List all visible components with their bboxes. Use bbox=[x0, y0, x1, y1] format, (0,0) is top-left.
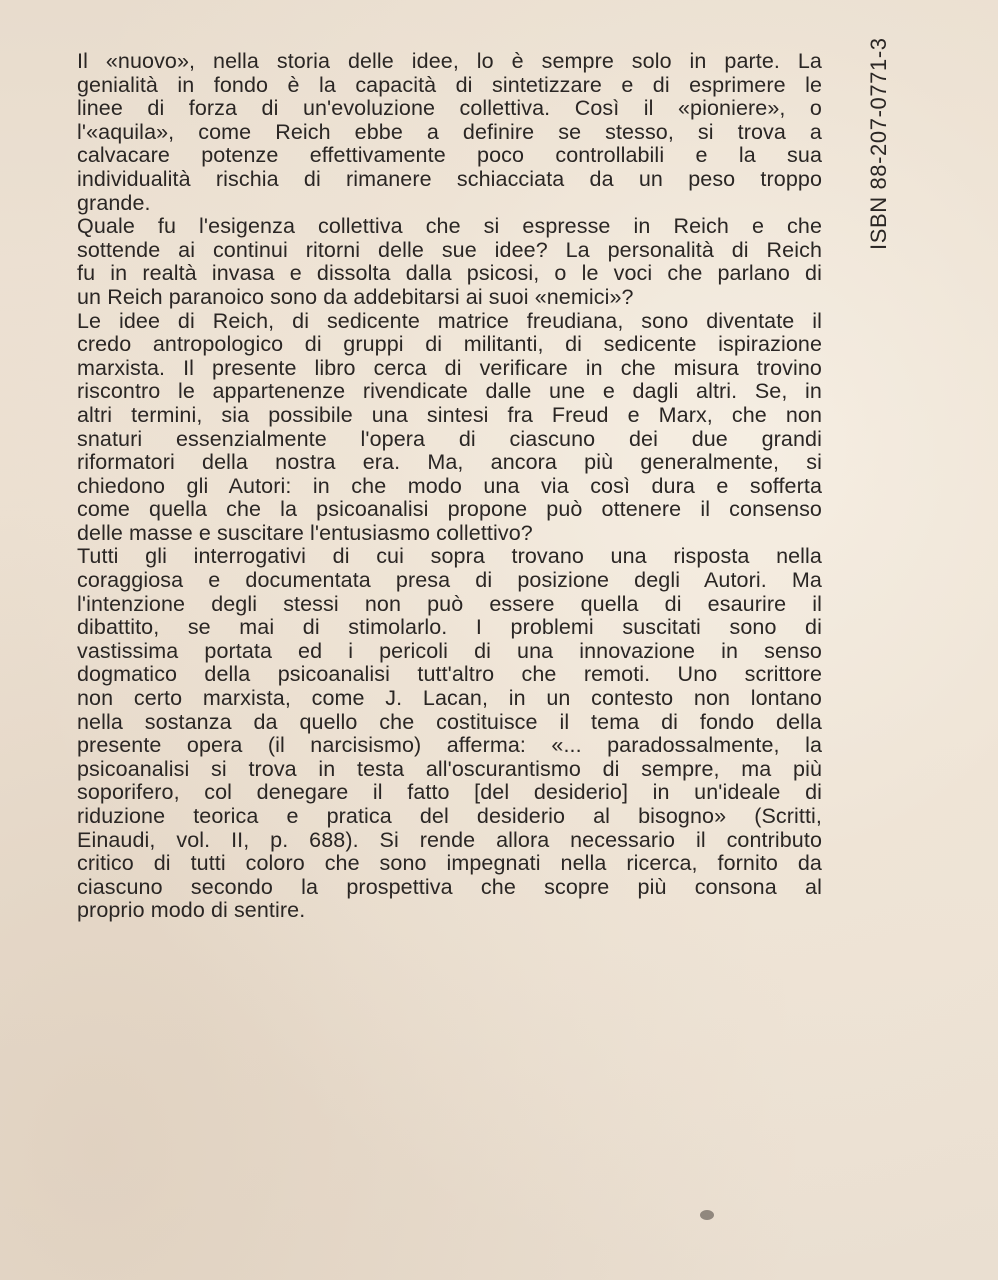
text-line: Le idee di Reich, di sedicente matrice freudiana, sono diventate il bbox=[77, 308, 822, 333]
text-line: non certo marxista, come J. Lacan, in un contesto non lontano bbox=[77, 686, 822, 711]
text-line: grande. bbox=[77, 190, 151, 215]
isbn-label: ISBN 88-207-0771-3 bbox=[866, 37, 891, 250]
text-line: calvacare potenze effettivamente poco controllabili e la sua bbox=[77, 143, 822, 168]
text-line: presente opera (il narcisismo) afferma: «... paradossalmente, la bbox=[77, 733, 822, 758]
text-line: coraggiosa e documentata presa di posizione degli Autori. Ma bbox=[77, 568, 822, 593]
text-line: chiedono gli Autori: in che modo una via così dura e sofferta bbox=[77, 473, 822, 498]
text-line: nella sostanza da quello che costituisce il tema di fondo della bbox=[77, 709, 822, 734]
text-line: linee di forza di un'evoluzione collettiva. Così il «pioniere», o bbox=[77, 96, 822, 121]
blurb-text bbox=[77, 50, 822, 923]
text-line: ciascuno secondo la prospettiva che scopre più consona al bbox=[77, 874, 822, 899]
text-line: critico di tutti coloro che sono impegnati nella ricerca, fornito da bbox=[77, 851, 822, 876]
text-line: individualità rischia di rimanere schiacciata da un peso troppo bbox=[77, 166, 822, 191]
text-line: snaturi essenzialmente l'opera di ciascuno dei due grandi bbox=[77, 426, 822, 451]
text-line: riduzione teorica e pratica del desiderio al bisogno» (Scritti, bbox=[77, 804, 822, 828]
text-line: delle masse e suscitare l'entusiasmo collettivo? bbox=[77, 520, 533, 545]
text-line: psicoanalisi si trova in testa all'oscurantismo di sempre, ma più bbox=[77, 756, 822, 781]
text-line: altri termini, sia possibile una sintesi fra Freud e Marx, che non bbox=[77, 402, 822, 427]
text-line: dibattito, se mai di stimolarlo. I problemi suscitati sono di bbox=[77, 615, 822, 640]
text-line: fu in realtà invasa e dissolta dalla psicosi, o le voci che parlano di bbox=[77, 261, 822, 286]
text-line: Tutti gli interrogativi di cui sopra trovano una risposta nella bbox=[77, 544, 822, 569]
text-line: genialità in fondo è la capacità di sintetizzare e di esprimere le bbox=[77, 72, 822, 97]
text-line: riscontro le appartenenze rivendicate dalle une e dagli altri. Se, in bbox=[77, 379, 822, 404]
text-line: come quella che la psicoanalisi propone può ottenere il consenso bbox=[77, 497, 822, 522]
paper-speck bbox=[700, 1210, 714, 1220]
text-line: l'intenzione degli stessi non può essere quella di esaurire il bbox=[77, 591, 822, 616]
text-line: sottende ai continui ritorni delle sue idee? La personalità di Reich bbox=[77, 237, 822, 262]
text-line: riformatori della nostra era. Ma, ancora più generalmente, si bbox=[77, 450, 822, 475]
text-line: Il «nuovo», nella storia delle idee, lo è sempre solo in parte. La bbox=[77, 49, 822, 73]
text-line: dogmatico della psicoanalisi tutt'altro che remoti. Uno scrittore bbox=[77, 662, 822, 687]
text-line: proprio modo di sentire. bbox=[77, 898, 306, 923]
text-line: Einaudi, vol. II, p. 688). Si rende allora necessario il contributo bbox=[77, 827, 822, 852]
text-line: marxista. Il presente libro cerca di verificare in che misura trovino bbox=[77, 355, 822, 380]
text-line: Quale fu l'esigenza collettiva che si espresse in Reich e che bbox=[77, 214, 822, 239]
text-line: vastissima portata ed i pericoli di una innovazione in senso bbox=[77, 638, 822, 663]
text-line: credo antropologico di gruppi di militanti, di sedicente ispirazione bbox=[77, 332, 822, 357]
text-line: l'«aquila», come Reich ebbe a definire se stesso, si trova a bbox=[77, 119, 822, 144]
text-line: soporifero, col denegare il fatto [del desiderio] in un'ideale di bbox=[77, 780, 822, 805]
text-line: un Reich paranoico sono da addebitarsi ai suoi «nemici»? bbox=[77, 284, 634, 309]
